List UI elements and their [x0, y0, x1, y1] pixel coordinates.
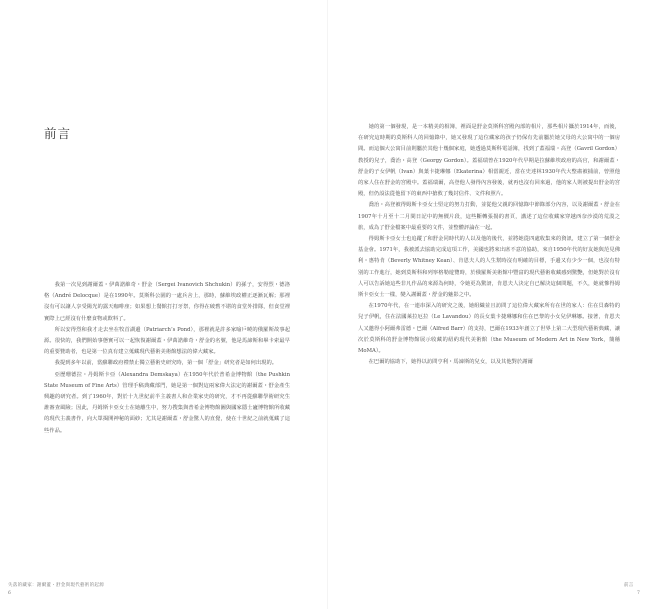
- paragraph: 她的第一個發現，是一本精美的相簿，裡面是舒金莫斯科宮殿內部的相片，那些相片攝於1914年，而後，在研究這時期的莫斯科人的回憶錄中，她又發現了這位藏家的孩子仍保有先前屬於她父母的大公寓中的一個房間。而這個大公寓目前則屬於其他十幾個家庭，她透過莫斯科電話簿，找到了蓋福瑞・高登（Gavril Gordon）教授的兒子，喬治・高登（Georgy Gordon）。蓋福瑞曾在1920年代早期是拉蘇維埃政府的高官，和謝爾蓋・舒金的子女伊帆（Ivan）與葉卡捷琳娜（Ekaterina）相當親近，當在史達林1930年代大整肅被捕前，曾照他的家人住在舒金的宮殿中。蓋福瑞爾，高登他人發得內容發後，就再也沒有回來過，他的家人則被提出舒金的宮殿，但仍設法從他留下的東西中搶救了幾封信件、文件和照片。: [358, 124, 620, 198]
- paragraph: 亞歷珊德拉・丹姆斯卡亞（Alexandra Demskaya）在1950年代於普希金博物館（the Pushkin State Museum of Fine Arts）管理手稿典藏部門，她是第一個對這兩家偉大法定的謝爾蓋・舒金產生興趣的研究者。到了1960年，對於十九世紀前半主義書人和企業家史的研究，才不再從蘇聯學術研究生誰審查風險；因此，丹姆斯卡亞女士在她離生中，努力搜集與普希金博物館圖與國家隱士廬博物館所收藏的現代主義書作，向大眾揭開神秘的面紗；尤其是謝爾蓋・舒金驚人的直覺，使在十世紀之前就蒐藏了這些作品。: [44, 371, 290, 434]
- paragraph: 在巴爾的協助下，她得以訪問亨利・馬諦斯的兒女，以及其他對於謝爾: [368, 359, 533, 366]
- left-body-text: [44, 280, 290, 437]
- paragraph: 得姆斯卡亞女士也追蹤了和舒金同時代的人以及他的後代，並將她從四處收集來的資訊，建立了第一個舒金基金會。1971年，我被派去協助完成這項工作，美國也將來出席不意的協助，來自1950年代的好友她與范見佛利・惠特肯（Beverly Whitney Kean）、肯恩夫人的人生幫時沒有明確的目標，手邊又有少少一個，也沒有特別的工作進行，她到莫斯科和列寧格勒遊覽時，於俄羅斯美術館中豐富的現代藝術收藏感到驚艷，但她對於沒有人可以告訴她這些非凡作品的來源為何時，令她更為驚訝，肯恩夫人決定自已解決這個問題，不久，她就慘得姆斯卡亞女士一樣，變入謝爾蓋・舒金的魅影之中。: [358, 236, 620, 299]
- right-body-text: [358, 122, 620, 368]
- page-number: 6: [8, 591, 11, 596]
- left-page: [0, 0, 327, 609]
- paragraph: 所以安得烈和我才走去坐在牧首湖邊（Patriarch’s Pond），那裡就是許多家喻戶曉的俄羅斯故事起源。很快的，我們開始事態實可以一起恢復謝爾蓋・伊萬諾維奇・舒金的名號，他是馬諦斯和畢卡索最早的重要贊助者，也是第一位真有建立蒐藏現代藝術美術館想法的偉大藏家。: [44, 326, 290, 356]
- paragraph: 在1970年代，在一連串深入的研究之後，她組織並且訪問了這位偉大藏家所有在世的家人：住在貝森特的兒子伊帆，住在法國萊拉厄拉（Le Lavandou）的長女葉卡捷琳娜和住在巴黎的小女兒伊琳娜。接著，肯恩夫人又邀得小阿爾弗雷德・巴爾（Alfred Barr）的支持，巴爾在1933年創立了世界上第二大型現代藝術典藏，讓次於莫斯科的舒金博物館展示收藏的紐約現代美術館（the Museum of Modern Art in New York，簡稱MoMA）。: [358, 303, 620, 355]
- page-number: 7: [637, 591, 640, 596]
- running-footer: 失落的藏家：謝爾蓋・舒金與現代藝術的起源: [8, 583, 104, 588]
- paragraph: 我第一次见到謝爾蓋・伊萬諾維奇・舒金（Sergei Ivanovich Shchukin）的孫子，安得烈・德洛格（André Delocque）是在1990年。莫斯科公園的一處兵舍上，那時，蘇維埃政權正逐漸瓦解；那裡沒有可以讓人享受陽光的露天咖啡座；如果想上餐館打打牙祭，你得在破舊不堪的食堂外排隊，但食堂裡實際上已經沒有什麼食物或飲料了。: [44, 282, 290, 322]
- running-footer-label: 前言: [624, 583, 634, 588]
- paragraph: 我提到多年以前，當蘇聯政府禮禁止獨立藝術史研究時，第一個「舒金」研究者是如何出現的。: [54, 360, 278, 367]
- page-title: 前言: [44, 126, 72, 141]
- paragraph: 喬治・高登被得姆斯卡亞女士堅定的努力打動，並從他父親的回憶錄中節錄部分內容，以及謝爾蓋・舒金在1907年十月至十二月間日記中的無價片段，這些斷轉張揚的書頁，講述了這位收藏家穿越西奈沙漠的荒漠之旅，成為了舒金檔案中最重要的文件，並整體評論在一起。: [358, 202, 620, 231]
